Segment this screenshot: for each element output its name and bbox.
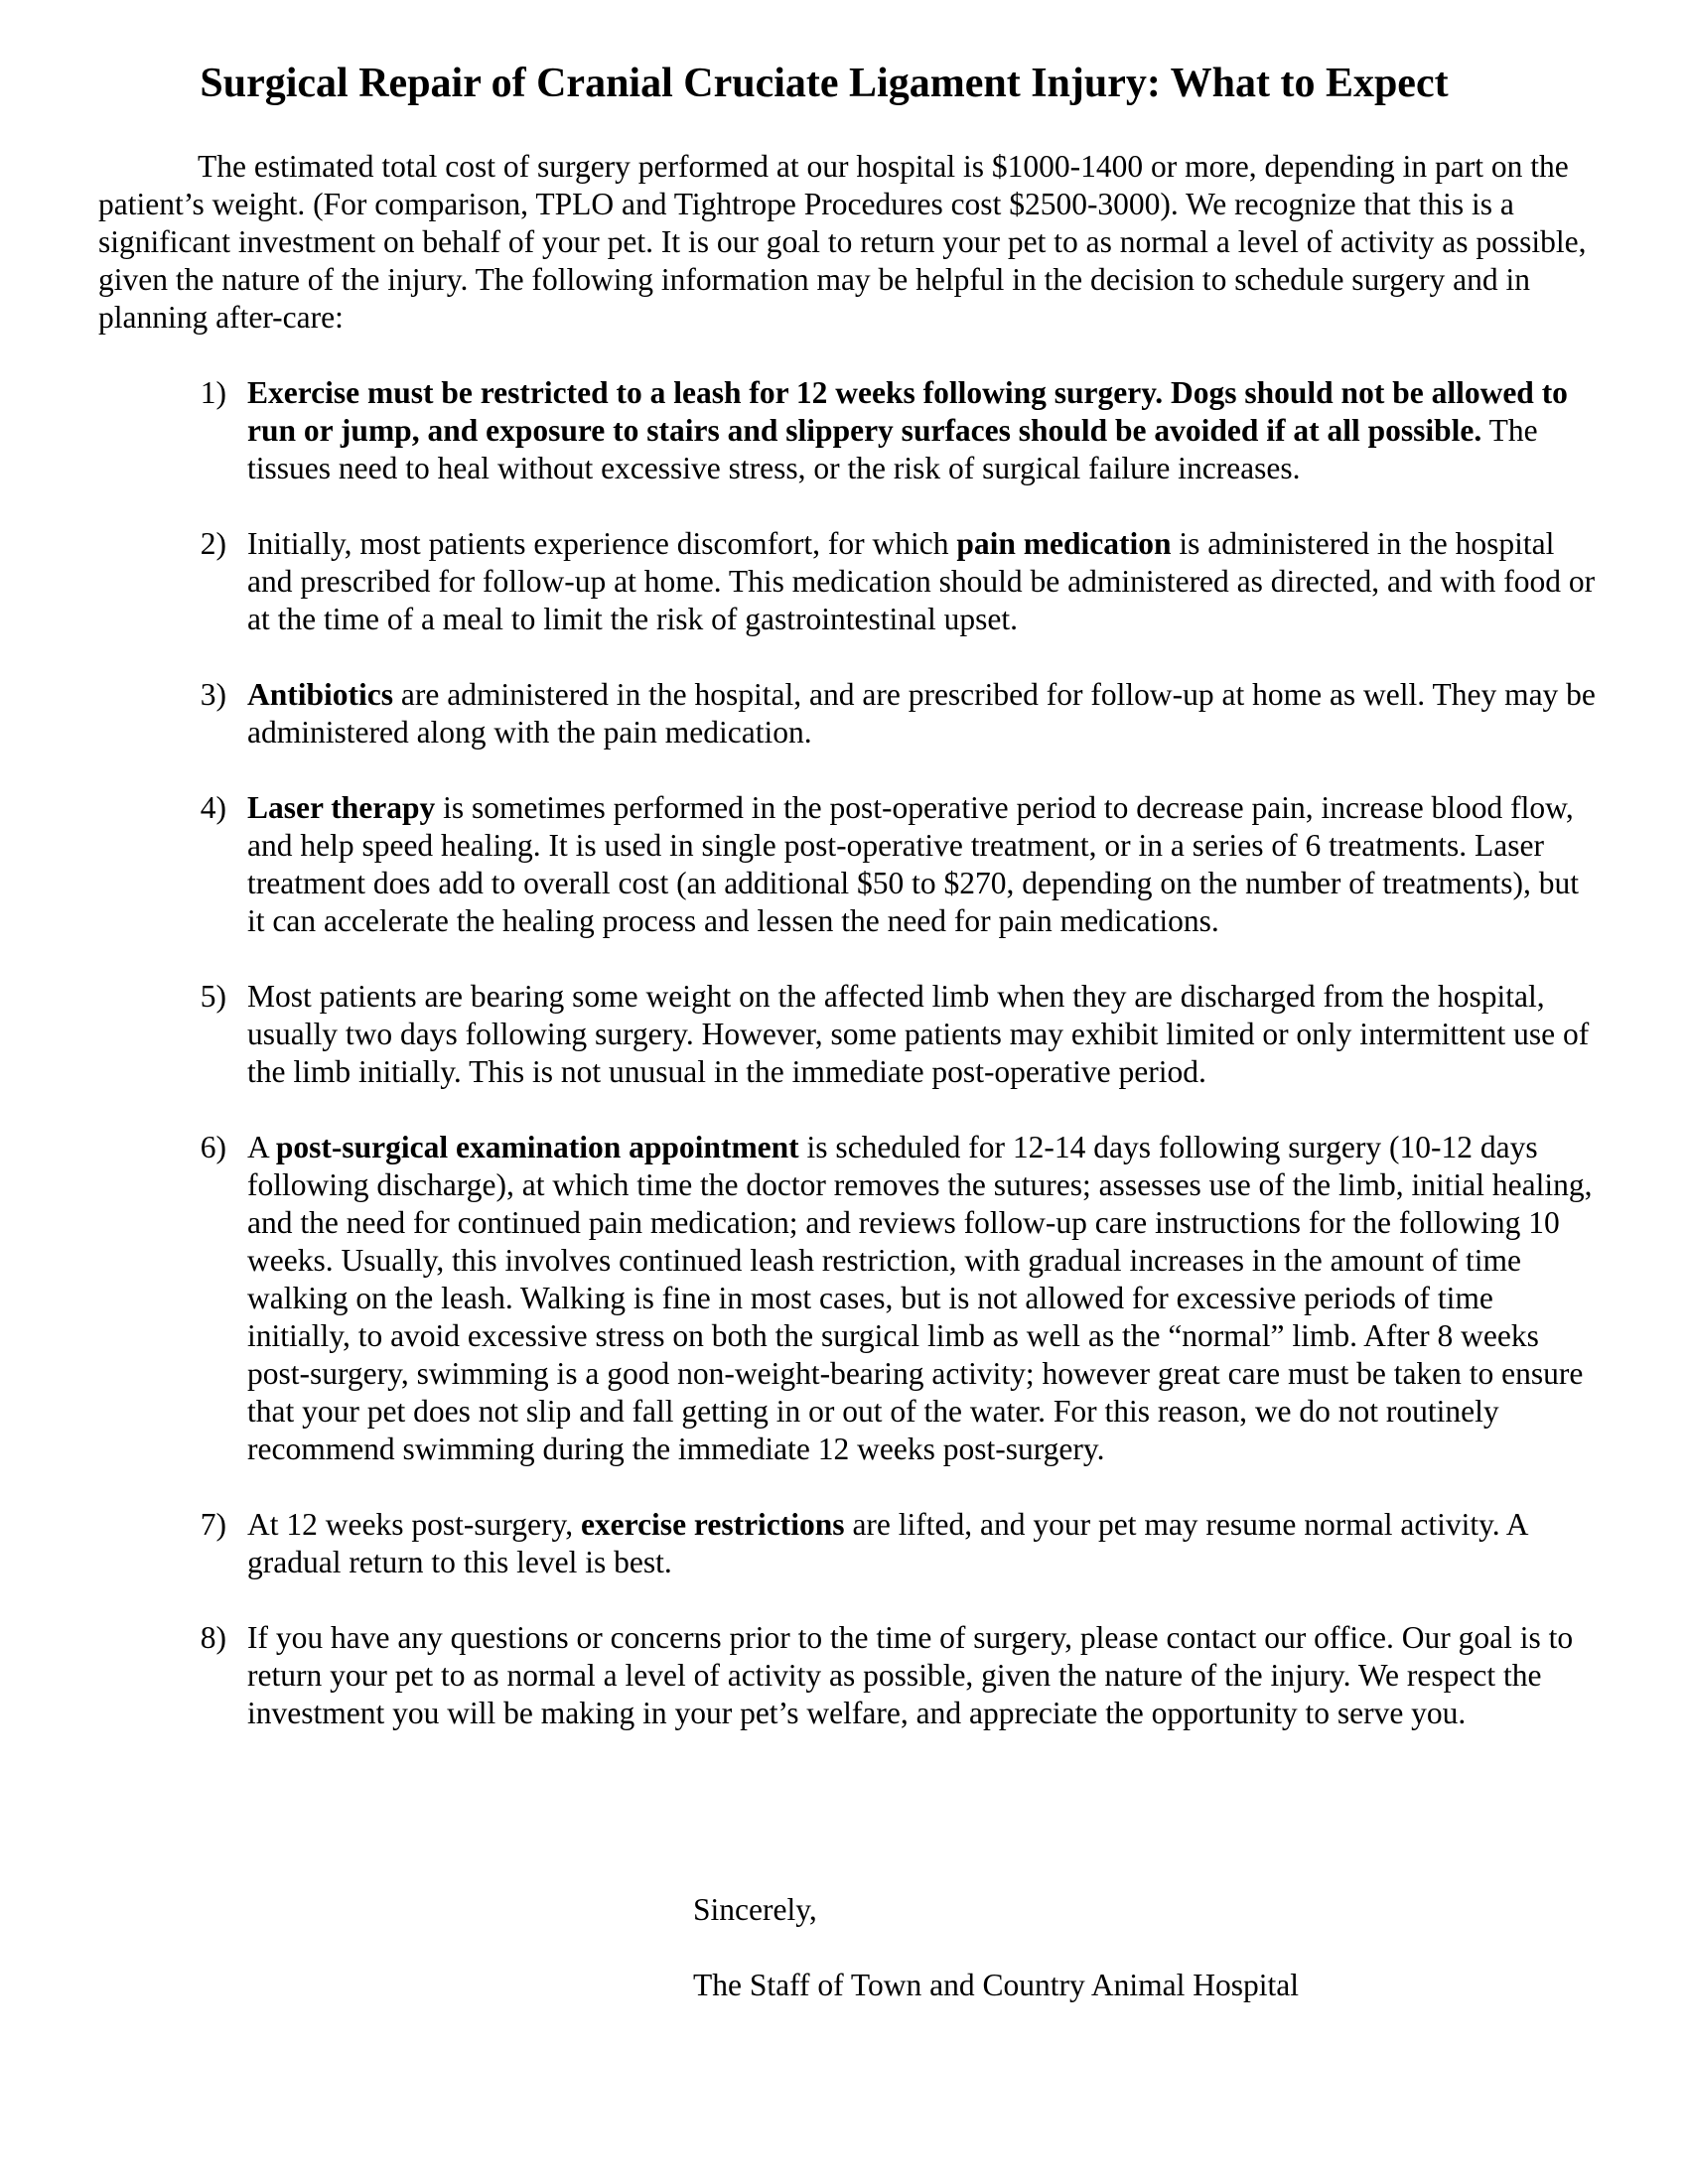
list-item-2 <box>98 525 1598 638</box>
bold-term: exercise restrictions <box>580 1507 845 1542</box>
list-item-7 <box>98 1506 1598 1581</box>
list-item-text: If you have any questions or concerns prior to the time of surgery, please contact our office. Our goal is to return your pet to as normal a level of activity as possible, given the nature of the injury. We respect the investment you will be making in your pet’s welfare, and appreciate the opportunity to serve you. <box>247 1620 1574 1730</box>
bold-term: post-surgical examination appointment <box>275 1130 799 1164</box>
list-item-6 <box>98 1129 1598 1468</box>
item-text-before: A <box>247 1130 276 1164</box>
item-text-after: are administered in the hospital, and are prescribed for follow-up at home as well. They may be administered along with the pain medication. <box>247 677 1596 750</box>
item-text-after: are lifted, and your pet may resume normal activity. A gradual return to this level is best. <box>247 1507 1527 1579</box>
list-number: 7) <box>200 1507 226 1542</box>
list-number: 6) <box>200 1130 226 1164</box>
list-item-text <box>247 525 1598 638</box>
list-number: 5) <box>200 979 226 1014</box>
list-item-4 <box>98 789 1598 940</box>
list-item-8 <box>98 1619 1598 1732</box>
list-number: 2) <box>200 526 226 561</box>
list-item-text <box>247 1506 1598 1581</box>
item-text: The tissues need to heal without excessive stress, or the risk of surgical failure increases. <box>247 413 1538 485</box>
list-number: 1) <box>200 375 226 410</box>
bold-term: Antibiotics <box>247 677 394 712</box>
page-title: Surgical Repair of Cranial Cruciate Ligament Injury: What to Expect <box>200 61 1449 106</box>
list-item-3 <box>98 676 1598 751</box>
list-number: 3) <box>200 677 226 712</box>
list-item-text <box>247 374 1598 487</box>
closing-salutation: Sincerely, <box>693 1892 817 1927</box>
list-item-text <box>247 789 1598 940</box>
item-text-before: Initially, most patients experience discomfort, for which <box>247 526 957 561</box>
item-text-after: is sometimes performed in the post-operative period to decrease pain, increase blood flow, and help speed healing. It is used in single post-operative treatment, or in a series of 6 treatments. Laser treatment does add to overall cost (an additional $50 to $270, depending on the number of treatments), but it can accelerate the healing process and lessen the need for pain medications. <box>247 790 1580 938</box>
bold-term: Laser therapy <box>247 790 436 825</box>
item-text-after: is scheduled for 12-14 days following surgery (10-12 days following discharge), at which time the doctor removes the sutures; assesses use of the limb, initial healing, and the need for continued pain medication; and reviews follow-up care instructions for the following 10 weeks. Usually, this involves continued leash restriction, with gradual increases in the amount of time walking on the leash. Walking is fine in most cases, but is not allowed for excessive periods of time initially, to avoid excessive stress on both the surgical limb as well as the “normal” limb. After 8 weeks post-surgery, swimming is a good non-weight-bearing activity; however great care must be taken to ensure that your pet does not slip and fall getting in or out of the water. For this reason, we do not routinely recommend swimming during the immediate 12 weeks post-surgery. <box>247 1130 1593 1466</box>
list-number: 4) <box>200 790 226 825</box>
list-number: 8) <box>200 1620 226 1655</box>
list-item-text: Most patients are bearing some weight on the affected limb when they are discharged from the hospital, usually two days following surgery. However, some patients may exhibit limited or only intermittent use of the limb initially. This is not unusual in the immediate post-operative period. <box>247 979 1590 1089</box>
item-text-before: At 12 weeks post-surgery, <box>247 1507 581 1542</box>
item-text-after: is administered in the hospital and prescribed for follow-up at home. This medication should be administered as directed, and with food or at the time of a meal to limit the risk of gastrointestinal upset. <box>247 526 1596 636</box>
list-item-1 <box>98 374 1598 487</box>
instructions-list <box>98 374 1598 1770</box>
list-item-text <box>247 676 1598 751</box>
bold-lead: Exercise must be restricted to a leash for 12 weeks following surgery. Dogs should not be allowed to run or jump, and exposure to stairs and slippery surfaces should be avoided if at all possible. <box>247 375 1568 448</box>
list-item-5 <box>98 978 1598 1091</box>
list-item-text <box>247 1129 1598 1468</box>
signature-line: The Staff of Town and Country Animal Hospital <box>693 1968 1299 2002</box>
bold-term: pain medication <box>956 526 1172 561</box>
intro-paragraph: The estimated total cost of surgery performed at our hospital is $1000-1400 or more, depending in part on the patient’s weight. (For comparison, TPLO and Tightrope Procedures cost $2500-3000). We recognize that this is a significant investment on behalf of your pet. It is our goal to return your pet to as normal a level of activity as possible, given the nature of the injury. The following information may be helpful in the decision to schedule surgery and in planning after-care: <box>98 149 1587 335</box>
